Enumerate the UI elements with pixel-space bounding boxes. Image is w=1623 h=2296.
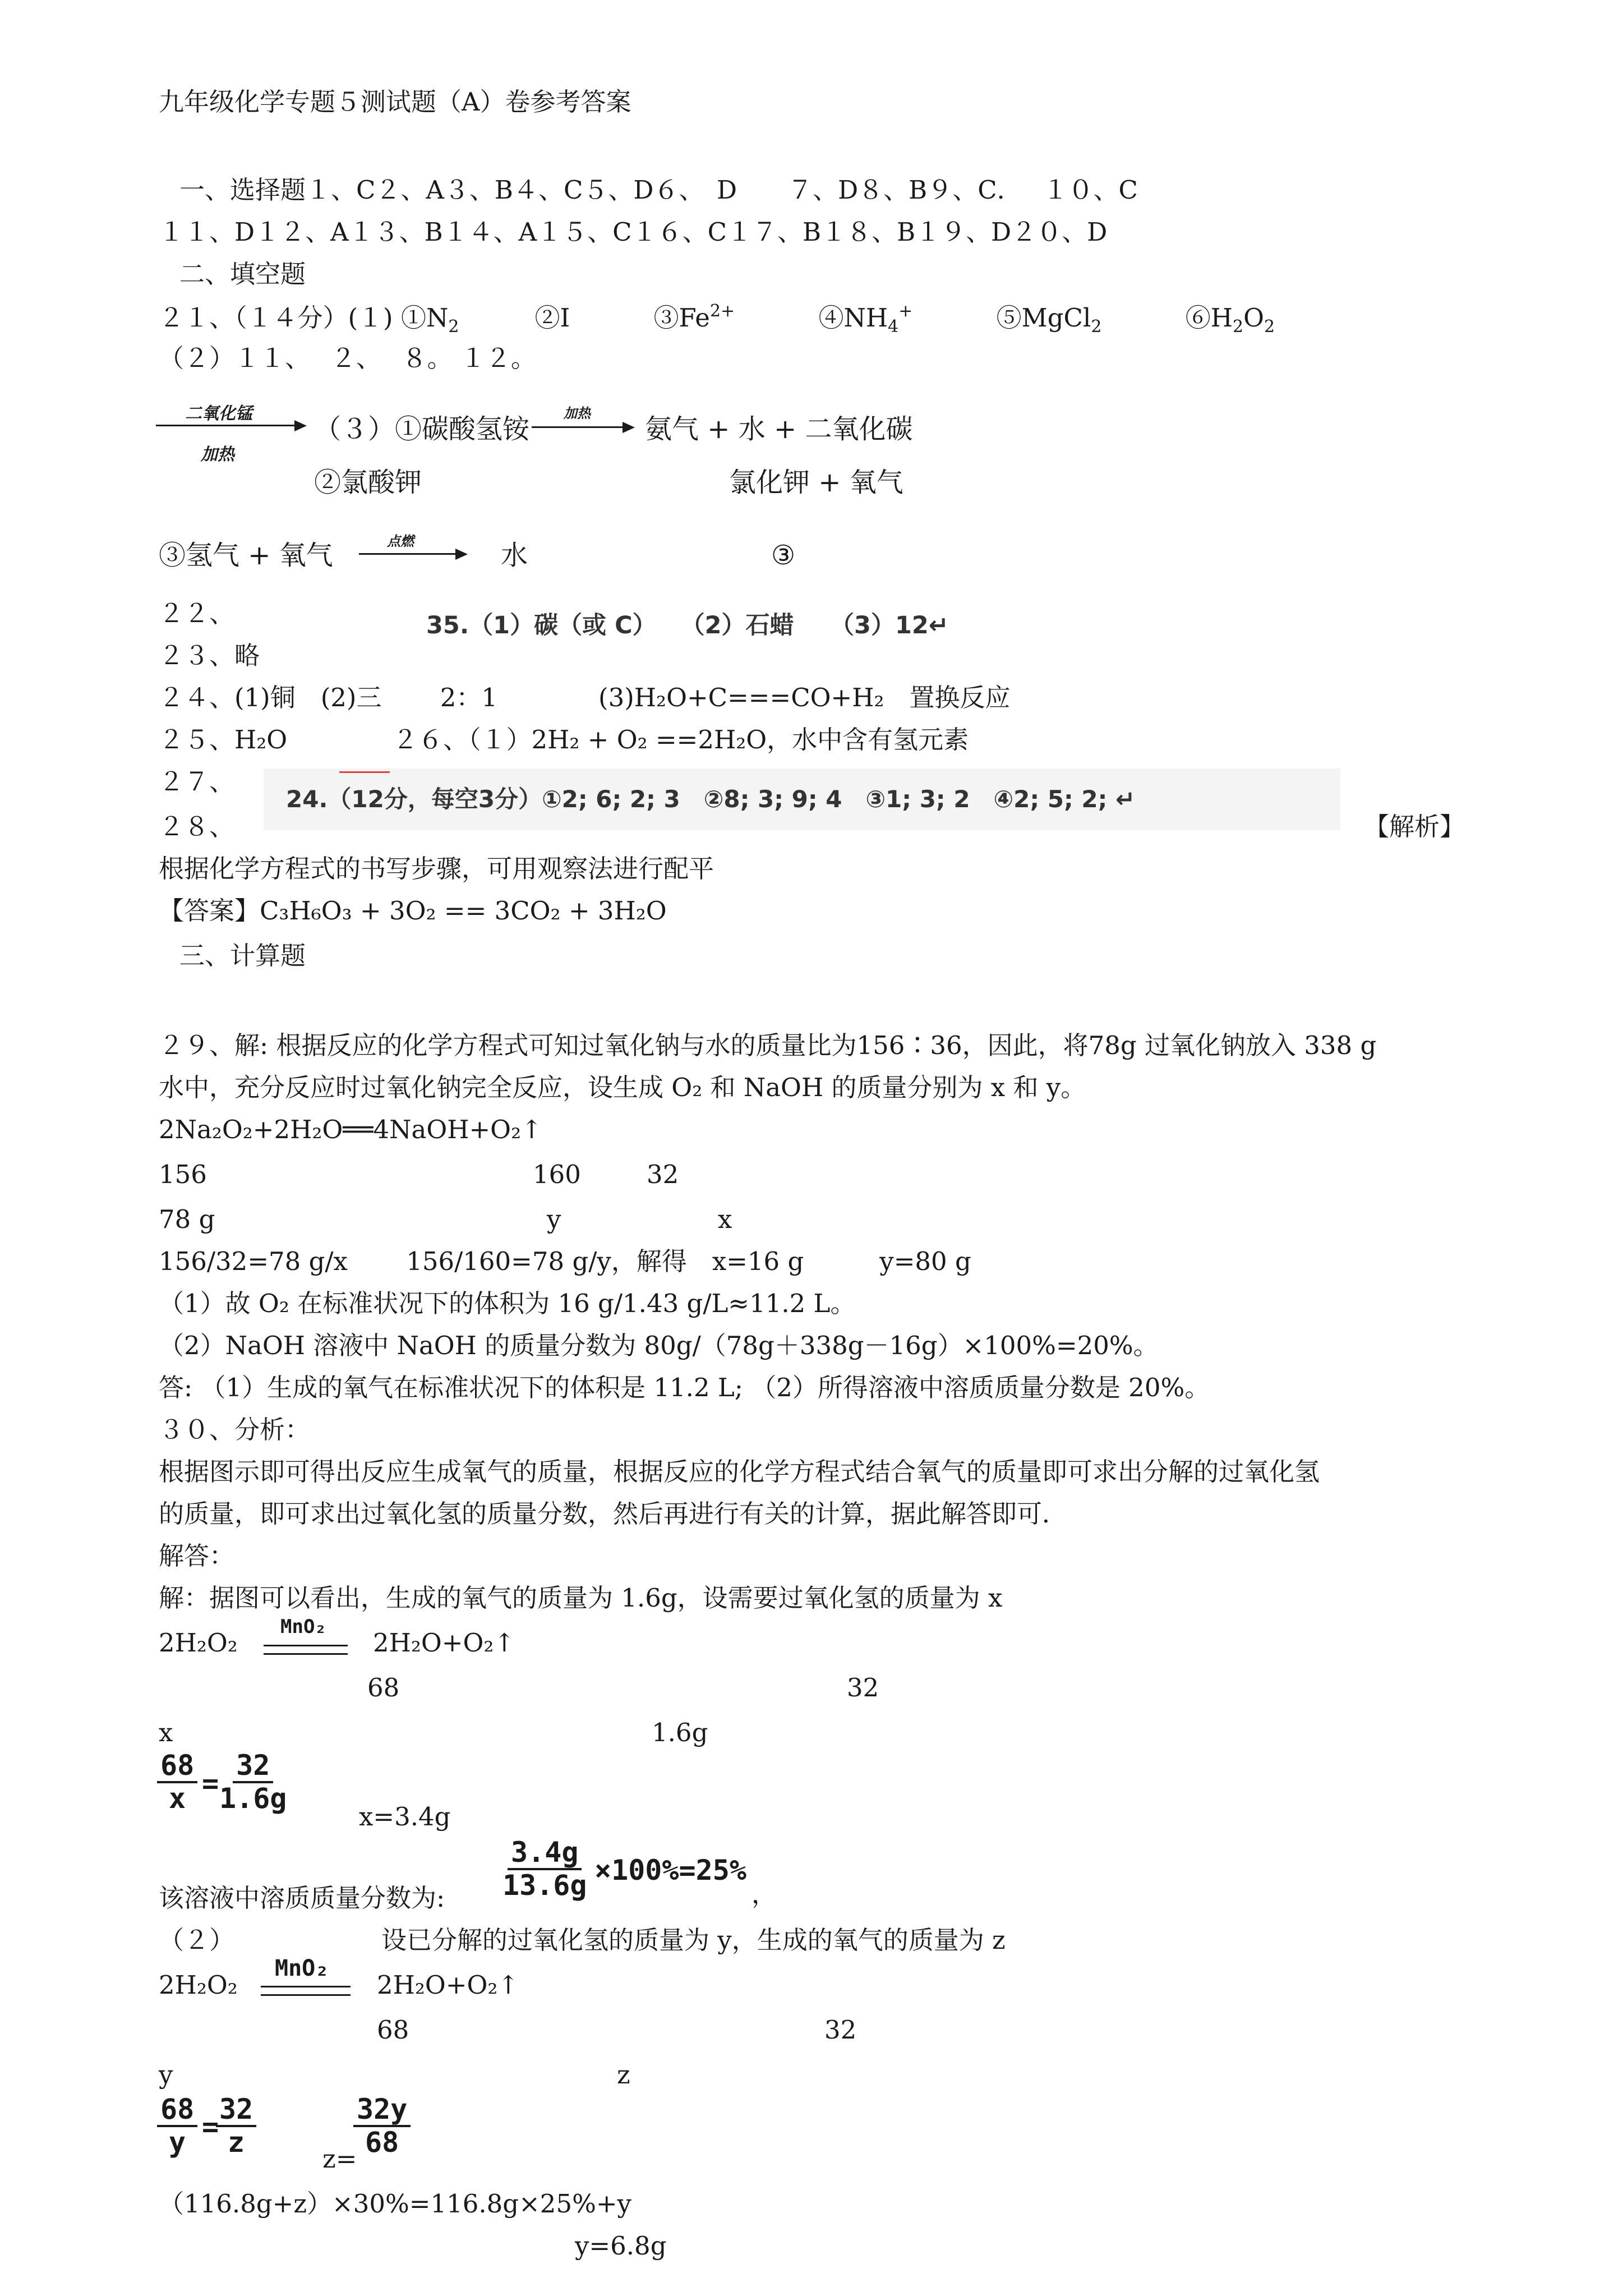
q29-line4: （1）故 O₂ 在标准状况下的体积为 16 g/1.43 g/L≈11.2 L。 (159, 1289, 856, 1318)
q29-line6: 答: （1）生成的氧气在标准状况下的体积是 11.2 L; （2）所得溶液中溶质质量分数是 20%。 (159, 1373, 1210, 1402)
q30-percent-comma: ， (751, 1879, 777, 1909)
q21-part3-3-product: 水 (501, 540, 528, 571)
fraction-3.4g-over-13.6g: $\frac{3.4g}{13.6g}$ (502, 1836, 587, 1902)
reaction-arrow-icon (532, 426, 633, 428)
q21-line1 (159, 301, 1275, 337)
q21-part3-1-product: 氨气 + 水 + 二氧化碳 (645, 413, 913, 445)
q30-percent-label: 该溶液中溶质质量分数为: (159, 1883, 445, 1913)
reaction-arrow-icon (359, 553, 465, 555)
q30-final-result: y=6.8g (575, 2231, 667, 2261)
q30-eq1-left: 2H₂O₂ (159, 1628, 238, 1658)
q30-line5: 解：据图可以看出，生成的氧气的质量为 1.6g，设需要过氧化氢的质量为 x (159, 1583, 1003, 1613)
q21-a5: ⑤MgCl$_2$ (996, 303, 1102, 337)
q21-a4: $④NH_4^+$ (818, 301, 913, 337)
q30-eq1-mass-32: 32 (847, 1673, 879, 1703)
fill-blank-heading: 二、填空题 (179, 259, 306, 289)
q21-part3-2-product: 氯化钾 + 氧气 (729, 467, 903, 498)
q22-label: ２２、 (159, 599, 235, 628)
q30-eq1-given: 1.6g (652, 1718, 708, 1747)
q28-analysis-tag: 【解析】 (1364, 812, 1465, 841)
fraction-68-over-x: $\frac{68}{x}$ (157, 1750, 197, 1814)
calc-heading: 三、计算题 (179, 941, 306, 970)
q29-mass-160: 160 (533, 1159, 581, 1189)
ignite-condition-label: 点燃 (387, 533, 414, 549)
q24-line: ２４、(1)铜 (2)三 2：1 (3)H₂O+C===CO+H₂ 置换反应 (159, 683, 1011, 712)
q30-eq1-right: 2H₂O+O₂↑ (373, 1628, 515, 1658)
q30-eq2-var-y: y (159, 2060, 173, 2090)
equals-sign-icon (264, 1645, 348, 1655)
q30-eq2-var-z: z (617, 2060, 630, 2090)
equals-sign: = (202, 1767, 219, 1800)
heat-condition-label-2: 加热 (564, 406, 591, 421)
q21-prefix: ２１、（１４分）(１) (159, 303, 393, 333)
q21-part3-1-reactant: （３）①碳酸氢铵 (314, 413, 530, 445)
q21-part2: （２）１１、 ２、 ８。 １２。 (159, 343, 536, 373)
mno2-catalyst-label: MnO₂ (280, 1616, 326, 1638)
fraction-32-over-1.6g: $\frac{32}{1.6g}$ (219, 1749, 287, 1815)
q25-line: ２５、H₂O (159, 725, 288, 754)
q28-analysis-text: 根据化学方程式的书写步骤，可用观察法进行配平 (159, 854, 714, 884)
q29-line1: ２９、解: 根据反应的化学方程式可知过氧化钠与水的质量比为156∶36，因此，将78g 过氧化钠放入 338 g (159, 1030, 1377, 1060)
q30-eq2-left: 2H₂O₂ (159, 1970, 238, 2000)
q23-line: ２３、略 (159, 641, 260, 670)
q29-line5: （2）NaOH 溶液中 NaOH 的质量分数为 80g/（78g＋338g－16g）×100%=20%。 (159, 1331, 1159, 1360)
equals-sign-icon (261, 1986, 351, 1996)
q30-percent-rest: ×100%=25% (594, 1854, 746, 1887)
equals-sign: = (202, 2110, 219, 2143)
fraction-32y-over-68: $\frac{32y}{68}$ (353, 2094, 411, 2158)
q29-var-x: x (718, 1204, 732, 1234)
fraction-68-over-y: $\frac{68}{y}$ (157, 2094, 197, 2158)
q26-line: ２６、（１）2H₂ + O₂ ==2H₂O，水中含有氢元素 (393, 725, 969, 754)
q30-final-eq: （116.8g+z）×30%=116.8g×25%+y (159, 2189, 631, 2219)
q21-a6: $⑥H_2O_2$ (1185, 303, 1275, 337)
q22-answer-image: 35.（1）碳（或 C） （2）石蜡 （3）12↵ (426, 611, 949, 639)
q29-mass-32: 32 (647, 1159, 679, 1189)
q30-part2-text: 设已分解的过氧化氢的质量为 y，生成的氧气的质量为 z (381, 1925, 1006, 1955)
choice-answers-line2: １１、D１２、A１３、B１４、A１５、C１６、C１７、B１８、B１９、D２０、D (159, 217, 1108, 247)
reaction-arrow-icon (156, 425, 305, 426)
q29-given-78g: 78 g (159, 1204, 215, 1234)
q30-eq1-var-x: x (159, 1718, 173, 1747)
page-title: 九年级化学专题５测试题（A）卷参考答案 (159, 87, 631, 117)
q30-line2: 根据图示即可得出反应生成氧气的质量，根据反应的化学方程式结合氧气的质量即可求出分解的过氧化氢 (159, 1457, 1320, 1487)
q30-eq1-mass-68: 68 (367, 1673, 400, 1703)
q21-a1: $①N_2$ (400, 303, 459, 337)
q30-eq2-mass-32: 32 (824, 2015, 857, 2045)
q30-eq2-mass-68: 68 (377, 2015, 409, 2045)
q21-part3-2-reactant: ②氯酸钾 (314, 467, 422, 498)
q28-answer: 【答案】C₃H₆O₃ + 3O₂ == 3CO₂ + 3H₂O (159, 896, 667, 926)
q29-var-y: y (547, 1204, 561, 1234)
q27-answer-text: 24.（12分，每空3分）①2; 6; 2; 3 ②8; 3; 9; 4 ③1; 3; 2 ④2; 5; 2; ↵ (286, 785, 1136, 813)
q28-label: ２８、 (159, 812, 235, 841)
choice-answers-line1: 一、选择题１、C２、A３、B４、C５、D６、 D ７、D８、B９、C． １０、C (179, 175, 1138, 205)
q30-part2-label: （２） (159, 1925, 235, 1955)
q21-a3: $③Fe^{2+}$ (653, 301, 735, 333)
q30-line1: ３０、分析： (159, 1415, 311, 1444)
mno2-catalyst-label-2: MnO₂ (275, 1955, 329, 1981)
q30-line3: 的质量，即可求出过氧化氢的质量分数，然后再进行有关的计算，据此解答即可． (159, 1499, 1068, 1529)
q30-line4: 解答： (159, 1541, 235, 1571)
mno2-condition-label: 二氧化锰 (185, 404, 252, 424)
q29-line2: 水中，充分反应时过氧化钠完全反应，设生成 O₂ 和 NaOH 的质量分别为 x 和 y。 (159, 1073, 1086, 1102)
fraction-32-over-z: $\frac{32}{z}$ (216, 2094, 256, 2158)
q27-label: ２７、 (159, 767, 235, 797)
q21-part3-3-reactant: ③氢气 + 氧气 (159, 540, 333, 571)
q30-z-equals: z= (322, 2144, 357, 2174)
q30-result-x: x=3.4g (359, 1802, 451, 1832)
q29-mass-156: 156 (159, 1159, 207, 1189)
red-mark (339, 771, 390, 773)
q29-equation: 2Na₂O₂+2H₂O══4NaOH+O₂↑ (159, 1115, 542, 1144)
q21-a2: ②I (534, 303, 570, 333)
heat-condition-label: 加热 (201, 445, 234, 464)
q21-part3-3b: ③ (771, 540, 796, 571)
q30-eq2-right: 2H₂O+O₂↑ (377, 1970, 519, 2000)
q29-line3: 156/32=78 g/x 156/160=78 g/y，解得 x=16 g y=80 g (159, 1246, 971, 1276)
